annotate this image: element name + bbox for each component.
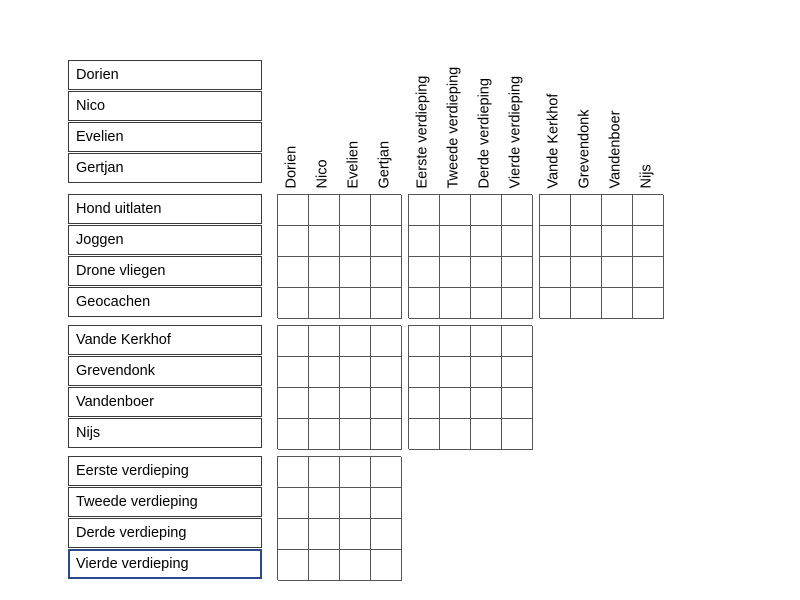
grid-cell[interactable] xyxy=(633,226,664,257)
row-label-verdiepingen-1[interactable]: Tweede verdieping xyxy=(68,487,262,517)
grid-cell[interactable] xyxy=(471,195,502,226)
grid-cell[interactable] xyxy=(371,357,402,388)
grid-cell[interactable] xyxy=(278,488,309,519)
grid-cell[interactable] xyxy=(371,550,402,581)
grid-cell[interactable] xyxy=(278,226,309,257)
grid-cell[interactable] xyxy=(502,388,533,419)
grid-cell[interactable] xyxy=(502,257,533,288)
grid-cell[interactable] xyxy=(278,457,309,488)
grid-cell[interactable] xyxy=(633,195,664,226)
grid-cell[interactable] xyxy=(440,195,471,226)
grid-cell[interactable] xyxy=(409,388,440,419)
grid-cell[interactable] xyxy=(540,195,571,226)
grid-cell[interactable] xyxy=(278,419,309,450)
grid-cell[interactable] xyxy=(571,288,602,319)
grid-cell[interactable] xyxy=(278,519,309,550)
grid-cell[interactable] xyxy=(409,357,440,388)
grid-cell[interactable] xyxy=(309,550,340,581)
grid-block-verdiepingen-x-personen xyxy=(277,456,401,580)
grid-cell[interactable] xyxy=(340,357,371,388)
grid-cell[interactable] xyxy=(371,488,402,519)
grid-cell[interactable] xyxy=(602,257,633,288)
row-label-achternamen-1[interactable]: Grevendonk xyxy=(68,356,262,386)
grid-block-activiteiten-x-verdiepingen xyxy=(408,194,532,318)
column-label-achternamen-2: Vandenboer xyxy=(607,110,624,189)
grid-cell[interactable] xyxy=(340,226,371,257)
grid-cell[interactable] xyxy=(633,257,664,288)
grid-cell[interactable] xyxy=(371,226,402,257)
column-label-verdiepingen-2: Derde verdieping xyxy=(476,78,493,189)
grid-cell[interactable] xyxy=(340,550,371,581)
grid-cell[interactable] xyxy=(340,388,371,419)
grid-cell[interactable] xyxy=(502,226,533,257)
row-label-achternamen-0[interactable]: Vande Kerkhof xyxy=(68,325,262,355)
grid-cell[interactable] xyxy=(502,357,533,388)
grid-cell[interactable] xyxy=(309,288,340,319)
column-label-achternamen-1: Grevendonk xyxy=(576,109,593,189)
grid-cell[interactable] xyxy=(371,419,402,450)
grid-cell[interactable] xyxy=(371,519,402,550)
grid-cell[interactable] xyxy=(309,419,340,450)
row-label-verdiepingen-0[interactable]: Eerste verdieping xyxy=(68,456,262,486)
grid-cell[interactable] xyxy=(278,288,309,319)
column-label-achternamen-3: Nijs xyxy=(638,164,655,189)
column-label-personen-0: Dorien xyxy=(283,145,300,189)
row-label-achternamen-2[interactable]: Vandenboer xyxy=(68,387,262,417)
grid-cell[interactable] xyxy=(340,457,371,488)
grid-cell[interactable] xyxy=(278,388,309,419)
grid-cell[interactable] xyxy=(409,257,440,288)
row-label-personen-3[interactable]: Gertjan xyxy=(68,153,262,183)
grid-block-achternamen-x-personen xyxy=(277,325,401,449)
column-label-verdiepingen-0: Eerste verdieping xyxy=(414,75,431,189)
grid-cell[interactable] xyxy=(278,257,309,288)
grid-cell[interactable] xyxy=(309,488,340,519)
grid-cell[interactable] xyxy=(309,457,340,488)
grid-cell[interactable] xyxy=(309,519,340,550)
grid-cell[interactable] xyxy=(309,388,340,419)
grid-cell[interactable] xyxy=(471,226,502,257)
grid-cell[interactable] xyxy=(602,195,633,226)
column-label-verdiepingen-1: Tweede verdieping xyxy=(445,66,462,189)
grid-cell[interactable] xyxy=(440,288,471,319)
grid-cell[interactable] xyxy=(278,550,309,581)
grid-cell[interactable] xyxy=(409,226,440,257)
grid-cell[interactable] xyxy=(440,388,471,419)
row-label-personen-1[interactable]: Nico xyxy=(68,91,262,121)
row-label-achternamen-3[interactable]: Nijs xyxy=(68,418,262,448)
column-label-achternamen-0: Vande Kerkhof xyxy=(545,93,562,189)
row-label-personen-0[interactable]: Dorien xyxy=(68,60,262,90)
row-label-activiteiten-2[interactable]: Drone vliegen xyxy=(68,256,262,286)
grid-cell[interactable] xyxy=(440,357,471,388)
column-label-personen-3: Gertjan xyxy=(376,140,393,189)
grid-cell[interactable] xyxy=(409,326,440,357)
row-label-verdiepingen-2[interactable]: Derde verdieping xyxy=(68,518,262,548)
grid-cell[interactable] xyxy=(502,419,533,450)
grid-cell[interactable] xyxy=(571,226,602,257)
grid-cell[interactable] xyxy=(502,195,533,226)
grid-cell[interactable] xyxy=(571,257,602,288)
grid-cell[interactable] xyxy=(502,326,533,357)
grid-cell[interactable] xyxy=(340,288,371,319)
grid-cell[interactable] xyxy=(571,195,602,226)
grid-cell[interactable] xyxy=(278,326,309,357)
grid-cell[interactable] xyxy=(371,326,402,357)
grid-cell[interactable] xyxy=(309,195,340,226)
grid-cell[interactable] xyxy=(471,326,502,357)
grid-cell[interactable] xyxy=(309,326,340,357)
column-label-personen-2: Evelien xyxy=(345,140,362,189)
grid-cell[interactable] xyxy=(471,288,502,319)
grid-cell[interactable] xyxy=(371,388,402,419)
grid-cell[interactable] xyxy=(340,519,371,550)
grid-cell[interactable] xyxy=(471,419,502,450)
grid-cell[interactable] xyxy=(471,257,502,288)
grid-cell[interactable] xyxy=(409,288,440,319)
grid-cell[interactable] xyxy=(340,326,371,357)
grid-block-activiteiten-x-personen xyxy=(277,194,401,318)
column-label-verdiepingen-3: Vierde verdieping xyxy=(507,75,524,189)
grid-cell[interactable] xyxy=(602,288,633,319)
row-label-activiteiten-1[interactable]: Joggen xyxy=(68,225,262,255)
row-label-activiteiten-0[interactable]: Hond uitlaten xyxy=(68,194,262,224)
grid-cell[interactable] xyxy=(602,226,633,257)
grid-cell[interactable] xyxy=(371,195,402,226)
grid-cell[interactable] xyxy=(633,288,664,319)
grid-cell[interactable] xyxy=(540,288,571,319)
row-label-verdiepingen-3[interactable]: Vierde verdieping xyxy=(68,549,262,579)
column-label-personen-1: Nico xyxy=(314,159,331,189)
grid-cell[interactable] xyxy=(340,419,371,450)
grid-cell[interactable] xyxy=(440,326,471,357)
grid-cell[interactable] xyxy=(440,257,471,288)
grid-cell[interactable] xyxy=(471,357,502,388)
row-label-activiteiten-3[interactable]: Geocachen xyxy=(68,287,262,317)
grid-cell[interactable] xyxy=(309,257,340,288)
grid-cell[interactable] xyxy=(440,226,471,257)
grid-cell[interactable] xyxy=(309,357,340,388)
row-label-personen-2[interactable]: Evelien xyxy=(68,122,262,152)
grid-cell[interactable] xyxy=(278,195,309,226)
grid-cell[interactable] xyxy=(371,457,402,488)
grid-cell[interactable] xyxy=(371,288,402,319)
grid-cell[interactable] xyxy=(409,195,440,226)
grid-cell[interactable] xyxy=(309,226,340,257)
grid-cell[interactable] xyxy=(340,488,371,519)
grid-cell[interactable] xyxy=(540,257,571,288)
grid-cell[interactable] xyxy=(471,388,502,419)
grid-block-achternamen-x-verdiepingen xyxy=(408,325,532,449)
grid-cell[interactable] xyxy=(409,419,440,450)
grid-cell[interactable] xyxy=(440,419,471,450)
grid-cell[interactable] xyxy=(340,257,371,288)
grid-cell[interactable] xyxy=(502,288,533,319)
grid-cell[interactable] xyxy=(340,195,371,226)
grid-cell[interactable] xyxy=(371,257,402,288)
grid-cell[interactable] xyxy=(540,226,571,257)
grid-cell[interactable] xyxy=(278,357,309,388)
grid-block-activiteiten-x-achternamen xyxy=(539,194,663,318)
